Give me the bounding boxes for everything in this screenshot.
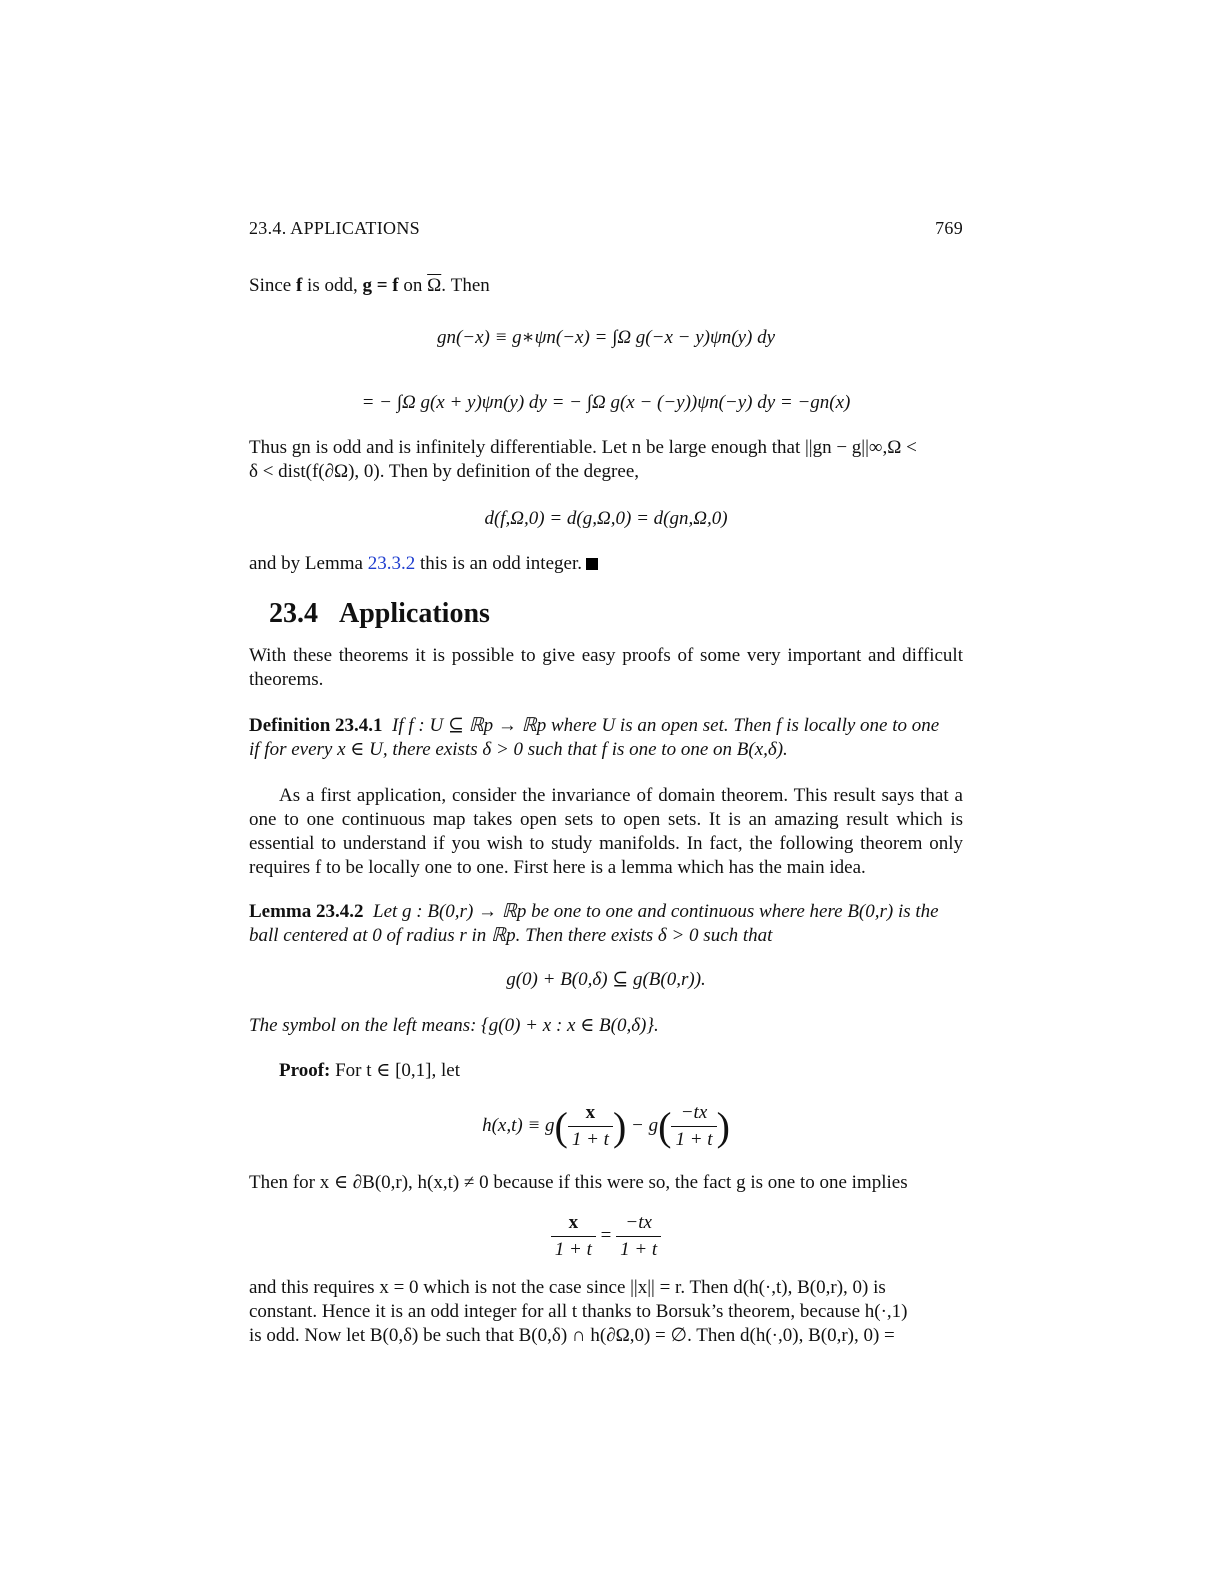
lemma-block: Lemma 23.4.2 Let g : B(0,r) → ℝp be one to one and continuous where here B(0,r) is the ball centered at 0 of radius r in ℝp. Then there exists δ > 0 such that bbox=[249, 901, 939, 946]
lemma-label: Lemma 23.4.2 bbox=[249, 901, 364, 922]
equation-6: $\frac{x}{1 + t}$ = $\frac{-tx}{1 + t}$ bbox=[249, 1212, 963, 1261]
thus-line-1: Thus gn is odd and is infinitely differentiable. Let n be large enough that ||gn − g||∞,Ω < bbox=[249, 437, 917, 458]
proof-line: Proof: For t ∈ [0,1], let bbox=[279, 1060, 460, 1081]
definition-label: Definition 23.4.1 bbox=[249, 715, 383, 736]
running-header bbox=[249, 218, 963, 239]
equation-2: = − ∫Ω g(x + y)ψn(y) dy = − ∫Ω g(x − (−y))ψn(−y) dy = −gn(x) bbox=[361, 392, 851, 413]
intro-g-eq-f: g = f bbox=[362, 275, 399, 296]
lemma-reference-line: and by Lemma 23.3.2 this is an odd integer. bbox=[249, 552, 963, 576]
section-intro: With these theorems it is possible to give easy proofs of some very important and difficult theorems. bbox=[249, 645, 963, 690]
equation-5: h(x,t) ≡ g( $\frac{x}{1 + t}$ ) − g( $\frac{-tx}{1 + t}$ ) bbox=[482, 1102, 730, 1150]
intro-text-2: is odd, bbox=[302, 275, 363, 296]
section-title: Applications bbox=[339, 598, 490, 629]
then-line: Then for x ∈ ∂B(0,r), h(x,t) ≠ 0 because if this were so, the fact g is one to one implies bbox=[249, 1172, 908, 1193]
equation-1: gn(−x) ≡ g∗ψn(−x) = ∫Ω g(−x − y)ψn(y) dy bbox=[436, 327, 776, 348]
application-paragraph: As a first application, consider the invariance of domain theorem. This result says that a one to one continuous map takes open sets to open sets. It is an amazing result which is essential to understand if you wish to study manifolds. In fact, the following theorem only requires f to be locally one to one. First here is a lemma which has the main idea. bbox=[249, 785, 963, 878]
definition-block: Definition 23.4.1 If f : U ⊆ ℝp → ℝp where U is an open set. Then f is locally one to one if for every x ∈ U, there exists δ > 0 such that f is one to one on B(x,δ). bbox=[249, 715, 940, 760]
final-paragraph: and this requires x = 0 which is not the case since ||x|| = r. Then d(h(·,t), B(0,r), 0) is constant. Hence it is an odd integer for all t thanks to Borsuk’s theorem, because h(·,1) is odd. Now let B(0,δ) be such that B(0,δ) ∩ h(∂Ω,0) = ∅. Then d(h(·,0), B(0,r), 0) = bbox=[249, 1277, 908, 1346]
intro-text-1: Since bbox=[249, 275, 296, 296]
symbol-note: The symbol on the left means: {g(0) + x : x ∈ B(0,δ)}. bbox=[249, 1015, 659, 1036]
proof-label: Proof: bbox=[279, 1060, 331, 1081]
page-number: 769 bbox=[935, 218, 963, 238]
intro-text-4: . Then bbox=[441, 275, 490, 296]
intro-line bbox=[249, 274, 963, 298]
fraction-4: $\frac{-tx}{1 + t}$ bbox=[616, 1212, 661, 1261]
fraction-3: $\frac{x}{1 + t}$ bbox=[551, 1212, 596, 1261]
section-number: 23.4 bbox=[269, 598, 318, 629]
equation-4: g(0) + B(0,δ) ⊆ g(B(0,r)). bbox=[506, 969, 706, 990]
section-heading bbox=[269, 598, 983, 630]
running-title: 23.4. APPLICATIONS bbox=[249, 218, 420, 238]
thus-line-2: δ < dist(f(∂Ω), 0). Then by definition of the degree, bbox=[249, 461, 640, 482]
qed-square-icon bbox=[586, 558, 598, 570]
lemma-link[interactable]: 23.3.2 bbox=[367, 553, 416, 574]
fraction-2: $\frac{-tx}{1 + t}$ bbox=[671, 1102, 716, 1151]
intro-text-3: on bbox=[398, 275, 428, 296]
equation-3: d(f,Ω,0) = d(g,Ω,0) = d(gn,Ω,0) bbox=[484, 508, 728, 529]
intro-omega-bar: $\overline{\Omega}$ bbox=[427, 275, 442, 296]
fraction-1: $\frac{x}{1 + t}$ bbox=[568, 1102, 613, 1151]
intro-f: f bbox=[295, 275, 303, 296]
thus-paragraph bbox=[249, 436, 963, 484]
